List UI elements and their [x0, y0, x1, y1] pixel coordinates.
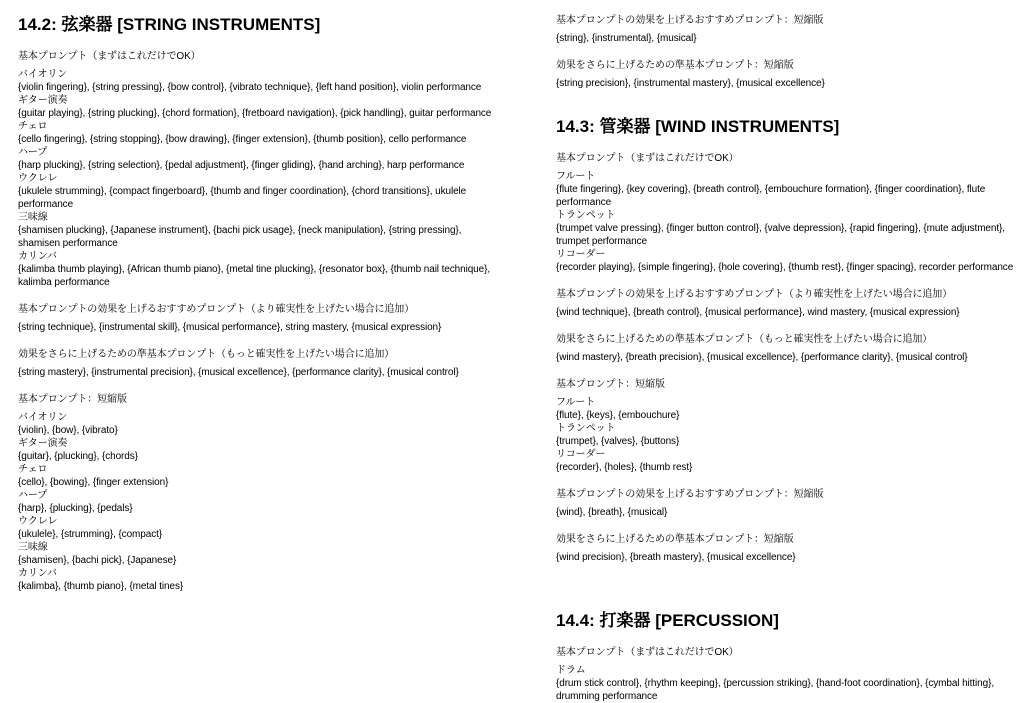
prompt-list-text: {string precision}, {instrumental mastery}, {musical excellence}: [556, 78, 825, 89]
instrument-name: ウクレレ: [18, 516, 58, 527]
prompt-category-label: 基本プロンプト（まずはこれだけでOK）: [18, 51, 201, 62]
prompt-list-text: {wind}, {breath}, {musical}: [556, 507, 668, 518]
section-heading: 14.3: 管楽器 [WIND INSTRUMENTS]: [556, 117, 840, 136]
prompt-list-text: {string mastery}, {instrumental precision}, {musical excellence}, {performance clarity}, {musical control}: [18, 367, 459, 378]
instrument-name: フルート: [556, 397, 596, 408]
prompt-list-text: {cello fingering}, {string stopping}, {bow drawing}, {finger extension}, {thumb position}, cello performance: [18, 134, 467, 145]
prompt-category-label: 基本プロンプトの効果を上げるおすすめプロンプト（より確実性を上げたい場合に追加）: [556, 289, 953, 300]
prompt-category-label: 基本プロンプト（まずはこれだけでOK）: [556, 153, 739, 164]
prompt-list-text: {drum stick control}, {rhythm keeping}, {percussion striking}, {hand-foot coordination}, {cymbal hitting}, drumming performance: [556, 678, 994, 702]
section-heading: 14.4: 打楽器 [PERCUSSION]: [556, 611, 779, 630]
prompt-category-label: 基本プロンプト（まずはこれだけでOK）: [556, 647, 739, 658]
prompt-list-text: {violin fingering}, {string pressing}, {bow control}, {vibrato technique}, {left hand position}, violin performance: [18, 82, 482, 93]
prompt-list-text: {cello}, {bowing}, {finger extension}: [18, 477, 169, 488]
instrument-name: ハープ: [18, 490, 48, 501]
prompt-list-text: {recorder}, {holes}, {thumb rest}: [556, 462, 693, 473]
prompt-list-text: {wind precision}, {breath mastery}, {musical excellence}: [556, 552, 796, 563]
prompt-list-text: {flute}, {keys}, {embouchure}: [556, 410, 680, 421]
instrument-name: バイオリン: [18, 69, 68, 80]
prompt-list-text: {shamisen plucking}, {Japanese instrument}, {bachi pick usage}, {neck manipulation}, {string pressing}, shamisen performance: [18, 225, 462, 249]
prompt-list-text: {shamisen}, {bachi pick}, {Japanese}: [18, 555, 177, 566]
prompt-list-text: {flute fingering}, {key covering}, {breath control}, {embouchure formation}, {finger coordination}, flute performance: [556, 184, 986, 208]
instrument-name: リコーダー: [556, 449, 606, 460]
instrument-name: トランペット: [556, 210, 616, 221]
prompt-list-text: {violin}, {bow}, {vibrato}: [18, 425, 118, 436]
prompt-category-label: 効果をさらに上げるための準基本プロンプト：短縮版: [556, 60, 794, 71]
prompt-list-text: {ukulele strumming}, {compact fingerboard}, {thumb and finger coordination}, {chord transitions}, ukulele performance: [18, 186, 467, 210]
instrument-name: カリンバ: [18, 251, 57, 262]
instrument-name: 三味線: [18, 542, 48, 553]
prompt-category-label: 効果をさらに上げるための準基本プロンプト（もっと確実性を上げたい場合に追加）: [18, 349, 395, 360]
prompt-list-text: {harp plucking}, {string selection}, {pedal adjustment}, {finger gliding}, {hand arching}, harp performance: [18, 160, 465, 171]
prompt-category-label: 基本プロンプト：短縮版: [556, 379, 665, 390]
prompt-list-text: {kalimba}, {thumb piano}, {metal tines}: [18, 581, 184, 592]
section-heading: 14.2: 弦楽器 [STRING INSTRUMENTS]: [18, 15, 321, 34]
instrument-name: ウクレレ: [18, 173, 58, 184]
instrument-name: カリンバ: [18, 568, 57, 579]
instrument-name: バイオリン: [18, 412, 68, 423]
prompt-category-label: 基本プロンプトの効果を上げるおすすめプロンプト（より確実性を上げたい場合に追加）: [18, 304, 415, 315]
prompt-list-text: {trumpet valve pressing}, {finger button control}, {valve depression}, {rapid fingering}, {mute adjustment}, trumpet performance: [556, 223, 1005, 247]
prompt-category-label: 効果をさらに上げるための準基本プロンプト：短縮版: [556, 534, 794, 545]
prompt-list-text: {kalimba thumb playing}, {African thumb piano}, {metal tine plucking}, {resonator box}, {thumb nail technique}, kalimba performance: [18, 264, 490, 288]
prompt-list-text: {wind mastery}, {breath precision}, {musical excellence}, {performance clarity}, {musical control}: [556, 352, 968, 363]
prompt-category-label: 基本プロンプト：短縮版: [18, 394, 127, 405]
prompt-category-label: 基本プロンプトの効果を上げるおすすめプロンプト：短縮版: [556, 15, 824, 26]
right-column: [556, 14, 1014, 702]
prompt-list-text: {string}, {instrumental}, {musical}: [556, 33, 697, 44]
prompt-category-label: 基本プロンプトの効果を上げるおすすめプロンプト：短縮版: [556, 489, 824, 500]
prompt-list-text: {trumpet}, {valves}, {buttons}: [556, 436, 680, 447]
instrument-name: チェロ: [18, 121, 48, 132]
instrument-name: 三味線: [18, 212, 48, 223]
prompt-list-text: {guitar}, {plucking}, {chords}: [18, 451, 138, 462]
instrument-name: ギター演奏: [18, 438, 68, 449]
prompt-list-text: {harp}, {plucking}, {pedals}: [18, 503, 133, 514]
instrument-name: リコーダー: [556, 249, 606, 260]
prompt-list-text: {string technique}, {instrumental skill}, {musical performance}, string mastery, {musical expression}: [18, 322, 442, 333]
instrument-name: ドラム: [556, 665, 586, 676]
instrument-name: ハープ: [18, 147, 48, 158]
instrument-name: ギター演奏: [18, 95, 68, 106]
prompt-list-text: {wind technique}, {breath control}, {musical performance}, wind mastery, {musical expression}: [556, 307, 960, 318]
prompt-list-text: {recorder playing}, {simple fingering}, {hole covering}, {thumb rest}, {finger spacing}, recorder performance: [556, 262, 1014, 273]
left-column: [18, 14, 496, 687]
instrument-name: トランペット: [556, 423, 616, 434]
instrument-name: フルート: [556, 171, 596, 182]
prompt-list-text: {guitar playing}, {string plucking}, {chord formation}, {fretboard navigation}, {pick handling}, guitar performance: [18, 108, 492, 119]
prompt-category-label: 効果をさらに上げるための準基本プロンプト（もっと確実性を上げたい場合に追加）: [556, 334, 933, 345]
instrument-name: チェロ: [18, 464, 48, 475]
prompt-list-text: {ukulele}, {strumming}, {compact}: [18, 529, 163, 540]
